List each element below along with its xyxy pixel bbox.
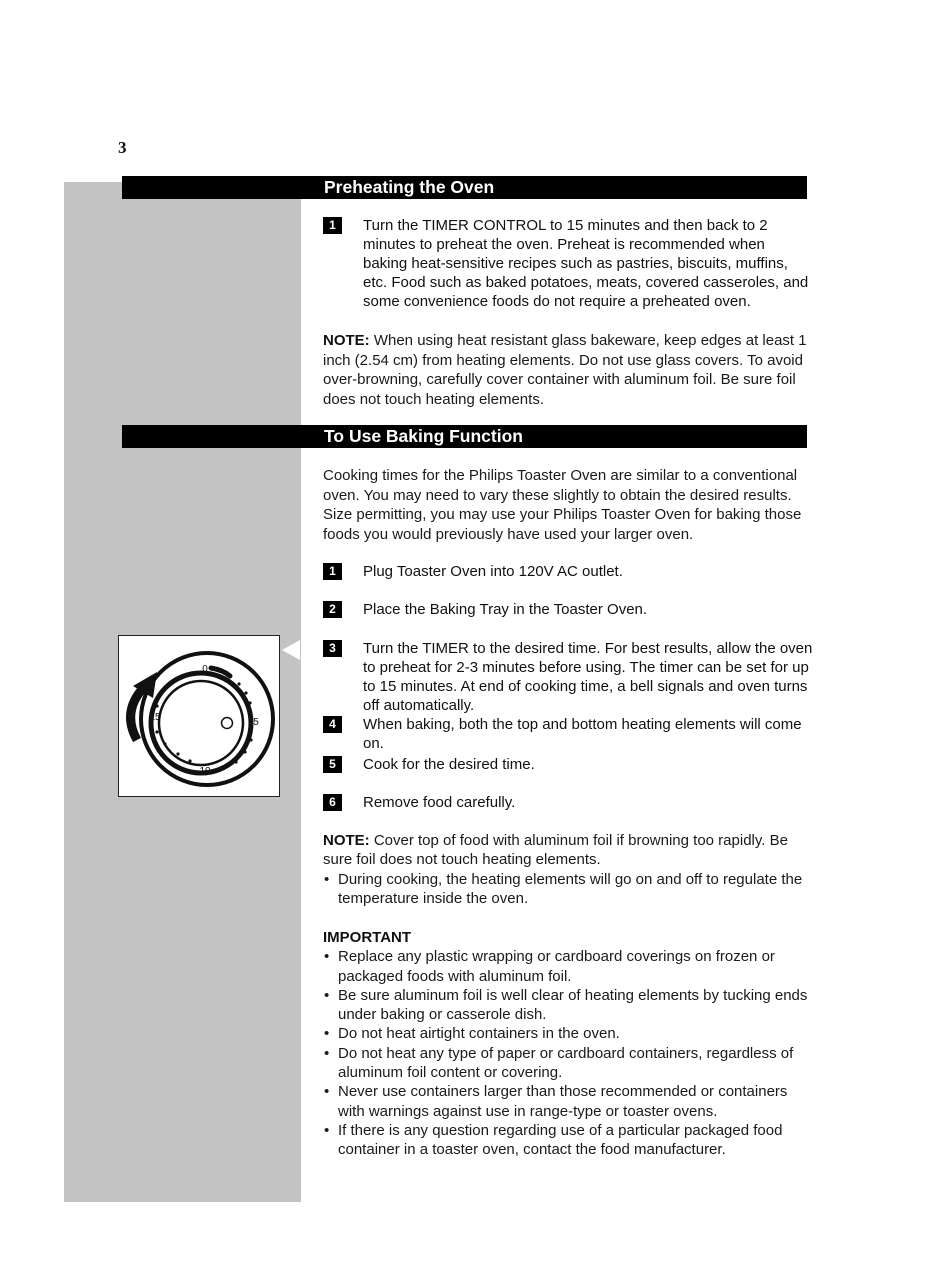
- baking-step-2: [323, 600, 813, 619]
- step-number-badge: 2: [323, 601, 342, 618]
- important-list: [323, 928, 813, 1160]
- baking-step-4: [323, 715, 813, 753]
- dial-label-10: 10: [199, 766, 211, 777]
- timer-figure: [118, 635, 280, 797]
- list-item: [323, 1024, 813, 1043]
- list-item: [323, 947, 813, 986]
- step-text: Turn the TIMER CONTROL to 15 minutes and then back to 2 minutes to preheat the oven. Preheat is recommended when baking heat-sensitive recipes such as pastries, biscuits, muffins, etc. Food such as baked potatoes, meats, covered casseroles, and some convenience foods do not require a preheated oven.: [363, 217, 809, 310]
- list-item: [323, 1082, 813, 1121]
- bullet-text: During cooking, the heating elements will go on and off to regulate the temperature inside the oven.: [338, 870, 803, 907]
- preheat-note: [323, 331, 811, 409]
- list-item-text: Never use containers larger than those recommended or containers with warnings against use in range-type or toaster ovens.: [338, 1083, 788, 1120]
- dial-label-0: 0: [202, 664, 208, 675]
- bullet-icon: •: [324, 1121, 330, 1139]
- bullet-icon: •: [324, 870, 330, 888]
- note-paragraph: [323, 831, 813, 870]
- list-item: [323, 1044, 813, 1083]
- preheat-step-1: [323, 216, 813, 311]
- dial-knob: [151, 673, 251, 773]
- step-text: Place the Baking Tray in the Toaster Oven.: [363, 601, 648, 618]
- section-title: Preheating the Oven: [324, 177, 495, 197]
- step-number-badge: 5: [323, 756, 342, 773]
- baking-step-3: [323, 639, 813, 715]
- baking-step-6: [323, 793, 813, 812]
- step-number-badge: 4: [323, 716, 342, 733]
- list-item: [323, 1121, 813, 1160]
- bullet-icon: •: [324, 1083, 330, 1101]
- list-item-text: Do not heat any type of paper or cardboard containers, regardless of aluminum foil content or covering.: [338, 1044, 794, 1082]
- step-text: Cook for the desired time.: [363, 756, 535, 773]
- bullet-icon: •: [324, 986, 330, 1004]
- section-header-baking: [122, 425, 807, 448]
- step-number-badge: 1: [323, 563, 342, 580]
- baking-intro: Cooking times for the Philips Toaster Oven are similar to a conventional oven. You may need to vary these slightly to obtain the desired results. Size permitting, you may use your Philips Toaster Oven for baking those foods you would previously have used your larger oven.: [323, 467, 802, 543]
- dial-label-5: 5: [253, 717, 259, 728]
- step-number-badge: 6: [323, 794, 342, 811]
- baking-step-1: [323, 562, 813, 581]
- step-text: Plug Toaster Oven into 120V AC outlet.: [363, 563, 623, 580]
- knob-indicator: [222, 718, 233, 729]
- section-title: To Use Baking Function: [324, 426, 523, 446]
- note-label: NOTE:: [323, 332, 370, 349]
- step-number-badge: 1: [323, 217, 342, 234]
- bullet-icon: •: [324, 1025, 330, 1043]
- list-item: [323, 986, 813, 1025]
- note-bullet: [323, 870, 813, 909]
- timer-dial-icon: [119, 636, 279, 796]
- important-heading: IMPORTANT: [323, 929, 412, 946]
- note-label: NOTE:: [323, 832, 370, 849]
- note-text: When using heat resistant glass bakeware, keep edges at least 1 inch (2.54 cm) from heating elements. Do not use glass covers. To avoid over-browning, carefully cover container with aluminum foil. Be sure foil does not touch heating elements.: [323, 332, 807, 408]
- note-text: Cover top of food with aluminum foil if browning too rapidly. Be sure foil does not touch heating elements.: [323, 832, 788, 869]
- dial-label-15: 15: [149, 712, 161, 723]
- bullet-icon: •: [324, 1044, 330, 1062]
- list-item-text: Be sure aluminum foil is well clear of heating elements by tucking ends under baking or casserole dish.: [338, 986, 808, 1024]
- bullet-icon: •: [324, 948, 330, 966]
- list-item-text: If there is any question regarding use of a particular packaged food container in a toaster oven, contact the food manufacturer.: [338, 1121, 783, 1159]
- step-text: Turn the TIMER to the desired time. For best results, allow the oven to preheat for 2-3 minutes before using. The timer can be set for up to 15 minutes. At end of cooking time, a bell signals and oven turns off automatically.: [363, 640, 813, 714]
- step-text: Remove food carefully.: [363, 794, 516, 811]
- list-item-text: Replace any plastic wrapping or cardboard coverings on frozen or packaged foods with aluminum foil.: [338, 948, 775, 985]
- section-header-preheating: [122, 176, 807, 199]
- step-text: When baking, both the top and bottom heating elements will come on.: [363, 716, 802, 752]
- list-item-text: Do not heat airtight containers in the oven.: [338, 1025, 620, 1043]
- baking-note: [323, 831, 813, 908]
- page-number: 3: [118, 138, 127, 157]
- step-number-badge: 3: [323, 640, 342, 657]
- baking-step-5: [323, 755, 813, 774]
- callout-pointer: [282, 640, 300, 660]
